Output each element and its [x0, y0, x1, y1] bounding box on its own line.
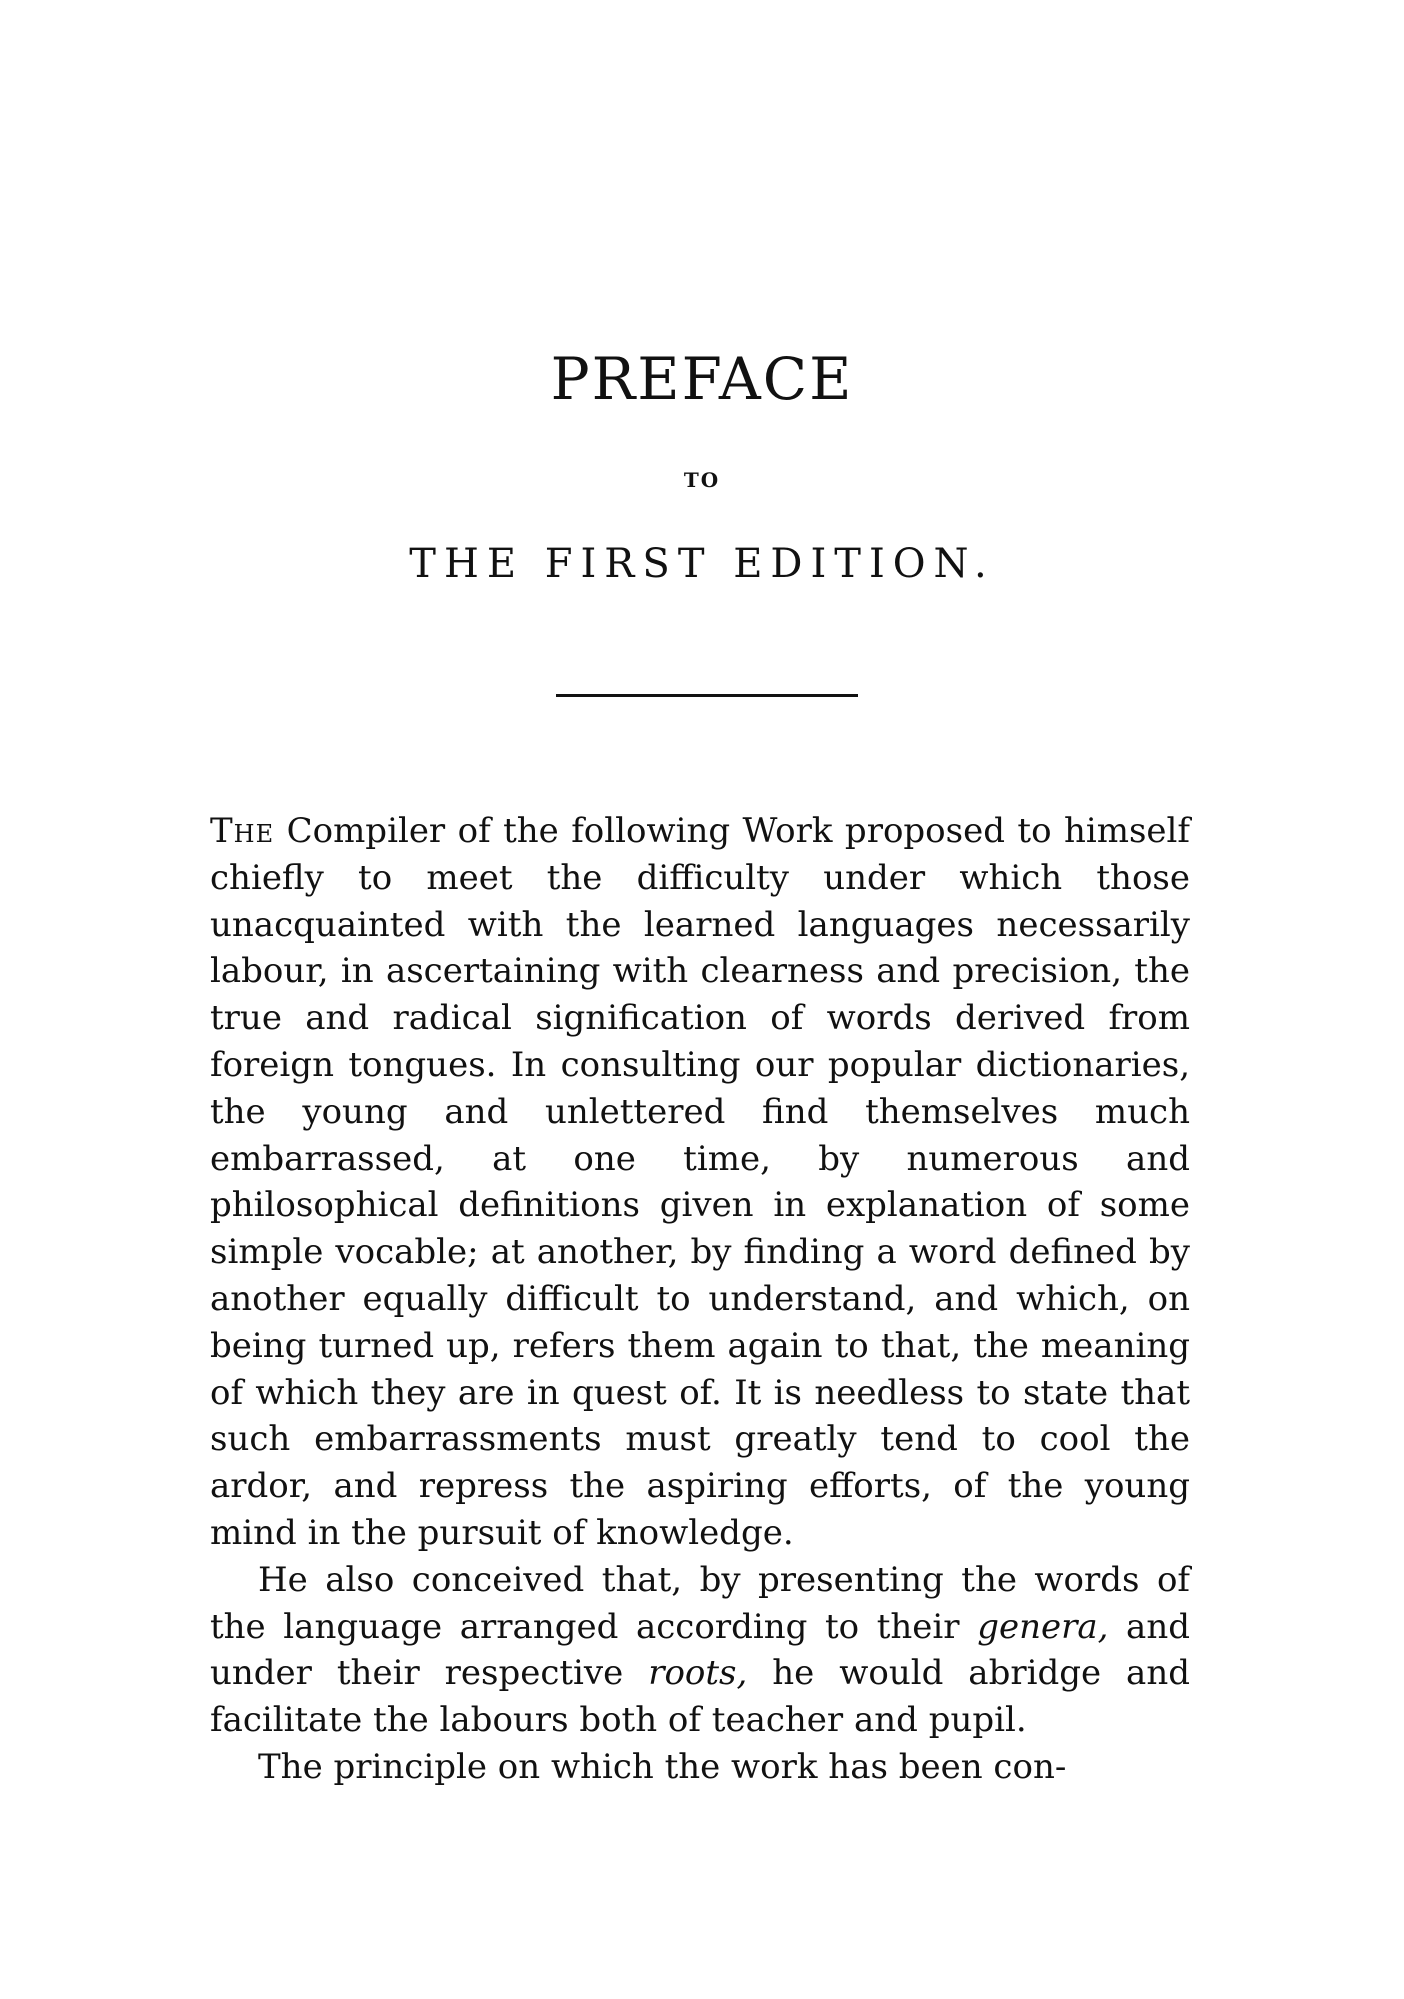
edition-subtitle: THE FIRST EDITION.	[409, 541, 995, 587]
page-title: PREFACE	[550, 345, 854, 413]
paragraph-3	[210, 1744, 1190, 1791]
preface-body	[210, 808, 1190, 1791]
title-connector: TO	[683, 468, 721, 492]
paragraph-lead-word: The	[210, 811, 275, 851]
section-divider	[556, 694, 858, 697]
paragraph-2	[210, 1557, 1190, 1744]
emphasis-genera: genera,	[977, 1606, 1109, 1647]
paragraph-2-text-b: and under their respective	[210, 1606, 1190, 1694]
emphasis-roots: roots,	[648, 1653, 748, 1694]
paragraph-3-text: The principle on which the work has been con-	[258, 1746, 1067, 1787]
paragraph-2-text-a: He also conceived that, by presenting the words of the language arranged according to their	[210, 1559, 1190, 1647]
paragraph-2-text-c: he would abridge and facilitate the labours both of teacher and pupil.	[210, 1653, 1190, 1741]
paragraph-1-text: Compiler of the following Work proposed to himself chiefly to meet the difficulty under which those unacquainted with the learned languages necessarily labour, in ascertaining with clearness and precision, the true and radical signification of words derived from foreign tongues. In consulting our popular dictionaries, the young and unlettered find themselves much embarrassed, at one time, by numerous and philosophical definitions given in explanation of some simple vocable; at another, by finding a word defined by another equally difficult to understand, and which, on being turned up, refers them again to that, the meaning of which they are in quest of. It is needless to state that such embarrassments must greatly tend to cool the ardor, and repress the aspiring efforts, of the young mind in the pursuit of knowledge.	[210, 811, 1190, 1553]
paragraph-1	[210, 808, 1190, 1557]
